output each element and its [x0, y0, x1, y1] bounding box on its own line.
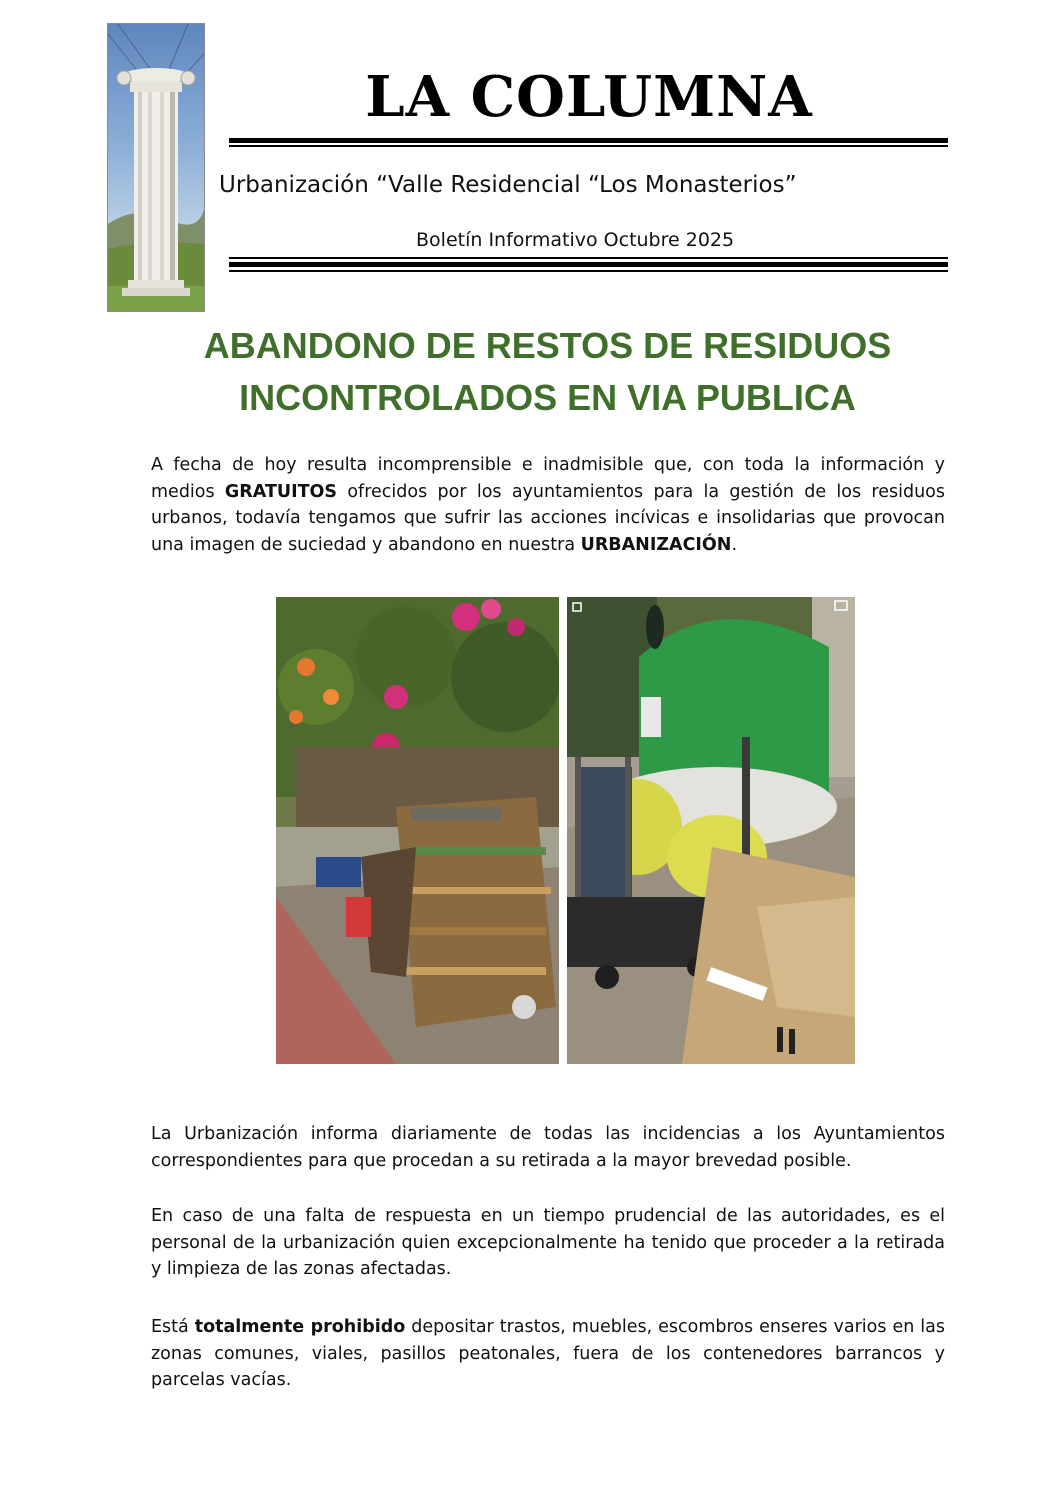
- p1-bold-urbanizacion: URBANIZACIÓN: [580, 534, 732, 555]
- issue-date: Boletín Informativo Octubre 2025: [416, 229, 735, 251]
- article-headline: [150, 320, 945, 424]
- title-rule-thick: [229, 138, 948, 143]
- article-paragraph-3: En caso de una falta de respuesta en un tiempo prudencial de las autoridades, es el personal de la urbanización quien excepcionalmente ha tenido que proceder a la retirada y limpieza de las zonas afectadas.: [151, 1206, 945, 1279]
- headline-line-1: ABANDONO DE RESTOS DE RESIDUOS: [203, 325, 892, 366]
- p1-text-c: ofrecidos por los ayuntamientos para la gestión de los residuos urbanos, todavía tengamos que sufrir las acciones incívicas e insolidarias que provocan una imagen de suciedad y abandono en nuestra: [151, 481, 945, 555]
- headline-line-2: INCONTROLADOS EN VIA PUBLICA: [239, 377, 856, 418]
- issue-rule-3: [229, 270, 948, 272]
- photo-container-abandoned-items: [567, 597, 855, 1064]
- column-logo-image: [107, 23, 205, 312]
- p4-text-a: Está: [151, 1317, 195, 1337]
- p1-text-e: .: [731, 534, 738, 555]
- newsletter-title: LA COLUMNA: [365, 64, 813, 130]
- article-paragraph-1: [151, 452, 945, 558]
- newsletter-subtitle: Urbanización “Valle Residencial “Los Monasterios”: [219, 172, 797, 198]
- p4-text-c: depositar trastos, muebles, escombros enseres varios en las zonas comunes, viales, pasillos peatonales, fuera de los contenedores barrancos y parcelas vacías.: [151, 1317, 945, 1390]
- issue-rule-2: [229, 262, 948, 267]
- p1-bold-gratuitos: GRATUITOS: [224, 481, 338, 502]
- article-paragraph-4: [151, 1314, 945, 1394]
- title-rule-thin: [229, 145, 948, 147]
- issue-rule-1: [229, 257, 948, 259]
- p4-bold-prohibido: totalmente prohibido: [194, 1317, 406, 1337]
- article-paragraph-2: La Urbanización informa diariamente de todas las incidencias a los Ayuntamientos correspondientes para que procedan a su retirada a la mayor brevedad posible.: [151, 1124, 945, 1171]
- photo-discarded-wood-pile: [276, 597, 559, 1064]
- p1-text-a: A fecha de hoy resulta incomprensible e inadmisible que, con toda la información y medios: [151, 455, 945, 502]
